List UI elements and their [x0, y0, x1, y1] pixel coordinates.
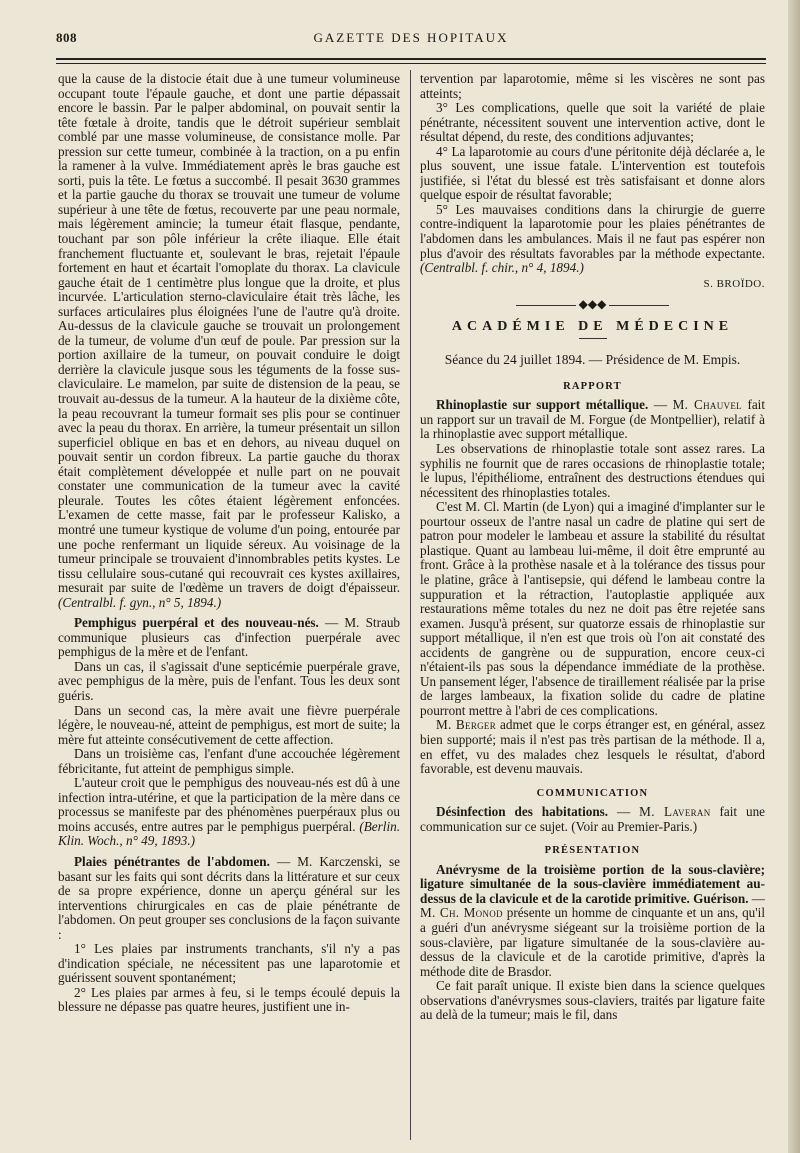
section-title-academie: ACADÉMIE DE MÉDECINE [451, 318, 734, 334]
rhino-author: M. Chauvel [672, 397, 742, 413]
berger-name: M. Berger [436, 717, 497, 733]
journal-title: GAZETTE DES HOPITAUX [313, 30, 509, 45]
plaies-title: Plaies pénétrantes de l'abdomen. [74, 853, 270, 869]
plaies-item-1: 1° Les plaies par instruments tranchants, s'il n'y a pas d'indication spéciale, ne nécessitent pas une laparotomie et guérissent souvent spontanément; [58, 941, 400, 986]
section-ornament: ◆◆◆ [420, 297, 765, 312]
right-column [420, 72, 765, 1023]
column-divider [410, 70, 411, 1140]
berger-para: M. Berger admet que le corps étranger est, en général, assez bien supporté; mais il n'est pas très partisan de la méthode. Il a, en effet, vu des malades chez lesquels le résultat, d'abord favorable, est devenu mauvais. [420, 717, 765, 777]
pemphigus-title: Pemphigus puerpéral et des nouveau-nés. [74, 615, 319, 631]
subhead-presentation: PRÉSENTATION [544, 845, 641, 857]
subhead-rapport: RAPPORT [563, 380, 622, 392]
pemphigus-para-4: L'auteur croit que le pemphigus des nouveau-nés est dû à une infection intra-utérine, et que la participation de la mère dans ce processus se manifeste par des phénomènes puerpéraux plus ou moins accusés, entre autres par le pemphigus puerpéral. (Berlin. Klin. Woch., n° 49, 1893.) [58, 775, 400, 849]
subhead-communication: COMMUNICATION [536, 787, 649, 799]
anev-title: Anévrysme de la troisième portion de la sous-clavière; ligature simultanée de la sous-clavière immédiatement au-dessus de la clavicule et de la carotide primitive. Guérison. [420, 861, 765, 906]
plaies-cont-4: 5° Les mauvaises conditions dans la chirurgie de guerre contre-indiquent la laparotomie pour les plaies pénétrantes de l'abdomen dans les ambulances. Mais il ne faut pas espérer non plus d'avoir des résultats favorables par la méthode expectante. (Centralbl. f. chir., n° 4, 1894.) [420, 201, 765, 276]
desinf-title: Désinfection des habitations. [436, 804, 609, 820]
plaies-cont-3: 4° La laparotomie au cours d'une péritonite déjà déclarée a, le plus souvent, une issue fatale. L'intervention est toutefois justifiée, si l'état du blessé est très satisfaisant et donne alors quelque espoir de résultat favorable; [420, 143, 765, 203]
rhino-title: Rhinoplastie sur support métallique. [436, 397, 649, 413]
intro-paragraph: que la cause de la distocie était due à une tumeur volumineuse occupant toute l'épaule gauche, et dont une partie dépassait encore le bassin. Par le palper abdominal, on pouvait sentir la tête fœtale à droite, tandis que le détroit supérieur semblait comblé par une masse volumineuse, de consistance molle. Par pression sur cette tumeur, combinée à la traction, on a pu enfin la ramener à la vulve. Immédiatement après le bras gauche est sorti, puis la tête. Le fœtus a succombé. Il pesait 3630 grammes et la partie gauche du thorax se trouvait une tumeur de volume supérieur à une tête de fœtus, recouverte par une peau normale, mais légèrement amincie; la tumeur était flasque, pendante, touchant par son pôle inférieur la crête iliaque. Elle était franchement fluctuante et, soulevant le bras, rejetait l'épaule fortement en haut et écartait l'omoplate du thorax. La clavicule gauche était de 1 centimètre plus longue que la droite, et plus incurvée. L'articulation sterno-claviculaire était très lâche, les surfaces articulaires plus éloignées l'une de l'autre qu'à droite. Au-dessus de la clavicule gauche se trouvait un prolongement de la tumeur, de volume d'un œuf de poule. Par pression sur la portion axillaire de la tumeur, on pouvait conduire le doigt derrière la clavicule jusque sous les téguments de la fosse sus-claviculaire. Le mamelon, par suite de distension de la peau, se trouvait au-dessus de la tumeur. A la hauteur de la dixième côte, la peau recouvrant la tumeur formait ses plis pour se continuer avec la peau du thorax. En arrière, la tumeur présentait un sillon superficiel oblique en bas et en dehors, au niveau duquel on pouvait sentir un cordon fibreux. La partie gauche du thorax était complètement développée et nulle part on ne pouvait constater une communication de la tumeur avec la cavité pleurale. Toutes les côtes étaient légèrement enfoncées. L'examen de cette masse, fait par le professeur Kalisko, a montré une tumeur kystique de volume d'un poing, entourée par une poche renfermant un liquide séreux. Au voisinage de la tumeur principale se trouvaient d'innombrables petits kystes. Le tissu cellulaire sous-cutané qui recouvrait ces kystes axillaires, mesurait par suite de l'œdème un travers de doigt d'épaisseur. (Centralbl. f. gyn., n° 5, 1894.) [58, 72, 400, 610]
anev-para-2: Ce fait paraît unique. Il existe bien dans la science quelques observations d'anévrysmes sous-claviers, traités par ligature faite au delà de la tumeur; mais le fil, dans [420, 978, 765, 1023]
rhino-para-1: Les observations de rhinoplastie totale sont assez rares. La syphilis ne fournit que de rares occasions de rhinoplastie totale; le lupus, l'épithéliome, entraînent des destructions étendues qui nécessitent des rhinoplasties totales. [420, 441, 765, 500]
rhino-lead: Rhinoplastie sur support métallique. — M. Chauvel fait un rapport sur un travail de M. Forgue (de Montpellier), relatif à la rhinoplastie avec support métallique. [420, 397, 765, 442]
plaies-cont-2: 3° Les complications, quelle que soit la variété de plaie pénétrante, nécessitent souvent une intervention active, dont le résultat dépend, du reste, des conditions adjuvantes; [420, 100, 765, 145]
plaies-cont-1: tervention par laparotomie, même si les viscères ne sont pas atteints; [420, 72, 765, 101]
left-column [58, 72, 400, 1015]
desinf-author: M. Laveran [639, 804, 711, 820]
pemphigus-para-1: Dans un cas, il s'agissait d'une septicémie puerpérale grave, avec pemphigus de la mère, puis de l'enfant. Tous les deux sont guéris. [58, 658, 400, 703]
plaies-lead: Plaies pénétrantes de l'abdomen. — M. Karczenski, se basant sur les faits qui sont décrits dans la littérature et sur ceux de sa propre expérience, donne un aperçu général sur les interventions chirurgicales en cas de plaie pénétrante de l'abdomen. On peut grouper ses conclusions de la façon suivante : [58, 853, 400, 942]
header-rule-thick [56, 58, 766, 60]
seance-line: Séance du 24 juillet 1894. — Présidence de M. Empis. [444, 352, 741, 368]
plaies-reference: (Centralbl. f. chir., n° 4, 1894.) [420, 260, 584, 276]
pemphigus-reference: (Berlin. Klin. Woch., n° 49, 1893.) [58, 818, 400, 849]
rhino-para-2: C'est M. Cl. Martin (de Lyon) qui a imaginé d'implanter sur le pourtour osseux de l'antre nasal un cadre de platine qui sert de patron pour modeler le lambeau et assure la stabilité du résultat plastique. Quant au lambeau lui-même, il doit être emprunté au front. Grâce à la prothèse nasale et à la tolérance des tissus pour le platine, grâce à l'antisepsie, qui défend le lambeau contre la suppuration et la rétraction, l'autoplastie appliquée aux restaurations même totales du nez ne doit pas être rejetée sans examen. Jusqu'à présent, sur quatorze essais de rhinoplastie sur support métallique, il n'en est que trois où l'on ait constaté des accidents de gangrène ou de suppuration, encore ceux-ci n'étaient-ils pas sous la dépendance immédiate de la prothèse. Un pansement léger, l'absence de tiraillement réalisée par la prise de larges lambeaux, la fixation solide du cadre de platine pourront mettre à l'abri de ces complications. [420, 499, 765, 718]
pemphigus-para-2: Dans un second cas, la mère avait une fièvre puerpérale légère, le nouveau-né, atteint de pemphigus, est mort de suite; la mère fut atteinte consécutivement de cette affection. [58, 702, 400, 747]
pemphigus-para-3: Dans un troisième cas, l'enfant d'une accouchée légèrement fébricitante, fut atteint de pemphigus simple. [58, 746, 400, 776]
anev-lead: Anévrysme de la troisième portion de la sous-clavière; ligature simultanée de la sous-clavière immédiatement au-dessus de la clavicule et de la carotide primitive. Guérison. — M. Ch. Monod présente un homme de cinquante et un ans, qu'il a guéri d'un anévrysme siégeant sur la troisième portion de la sous-clavière, par ligature simultanée de la sous-clavière au-dessus de la clavicule et de la carotide primitive, d'après la méthode dite de Brasdor. [420, 861, 765, 979]
pemphigus-lead: Pemphigus puerpéral et des nouveau-nés. — M. Straub communique plusieurs cas d'infection puerpérale avec pemphigus de la mère et de l'enfant. [58, 615, 400, 660]
header-rule-thin [56, 63, 766, 64]
page-edge-shadow [788, 0, 800, 1153]
page-number: 808 [56, 30, 77, 45]
author-signature: S. BROÏDO. [703, 277, 765, 290]
page-header [56, 30, 766, 52]
anev-author: M. Ch. Monod [420, 905, 503, 921]
intro-reference: (Centralbl. f. gyn., n° 5, 1894.) [58, 594, 222, 610]
plaies-item-2: 2° Les plaies par armes à feu, si le temps écoulé depuis la blessure ne dépasse pas quatre heures, justifient une in- [58, 984, 400, 1015]
desinf-para: Désinfection des habitations. — M. Laveran fait une communication sur ce sujet. (Voir au Premier-Paris.) [420, 804, 765, 834]
short-rule [579, 338, 607, 339]
